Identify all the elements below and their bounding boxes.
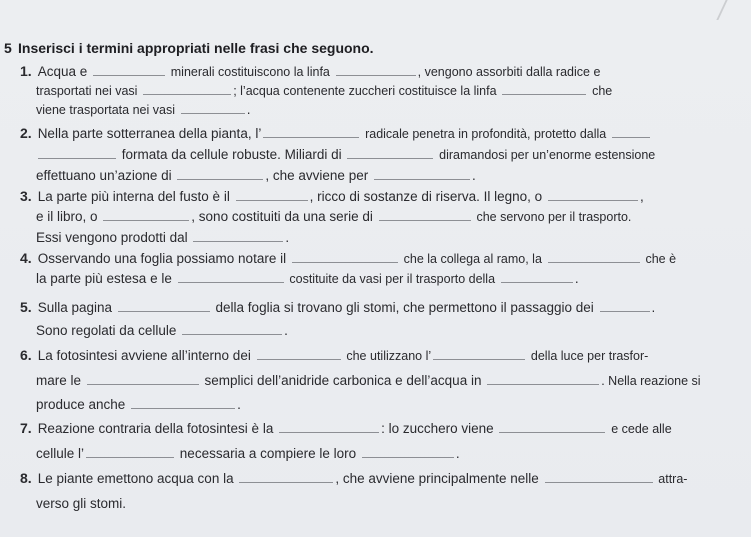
blank-field[interactable] bbox=[257, 347, 341, 360]
q4-line-2 bbox=[36, 270, 579, 287]
blank-field[interactable] bbox=[502, 82, 586, 95]
q2-text: , che avviene per bbox=[265, 168, 369, 183]
blank-field[interactable] bbox=[181, 101, 245, 114]
q8-text: Le piante emettono acqua con la bbox=[37, 471, 234, 486]
q6-line-2 bbox=[36, 372, 701, 389]
q6-text: . Nella reazione si bbox=[601, 374, 701, 388]
blank-field[interactable] bbox=[548, 250, 640, 263]
blank-field[interactable] bbox=[182, 322, 282, 335]
q5-text: . bbox=[284, 323, 288, 338]
q6-line-3 bbox=[36, 396, 241, 413]
q5-text: della foglia si trovano gli stomi, che permettono il passaggio dei bbox=[215, 300, 594, 315]
page-corner-mark bbox=[716, 0, 751, 20]
blank-field[interactable] bbox=[236, 188, 308, 201]
q5-text: . bbox=[651, 300, 656, 315]
q8-text: verso gli stomi. bbox=[36, 496, 127, 511]
blank-field[interactable] bbox=[87, 372, 199, 385]
q2-number: 2. bbox=[20, 125, 32, 141]
blank-field[interactable] bbox=[86, 445, 174, 458]
q8-number: 8. bbox=[20, 470, 32, 486]
q5-number: 5. bbox=[20, 299, 32, 315]
q3-text: e il libro, o bbox=[36, 209, 98, 224]
exercise-number: 5 bbox=[4, 40, 12, 56]
blank-field[interactable] bbox=[178, 270, 284, 283]
blank-field[interactable] bbox=[118, 299, 210, 312]
q6-text: semplici dell’anidride carbonica e dell’acqua in bbox=[204, 373, 482, 388]
q2-text: Nella parte sotterranea della pianta, l’ bbox=[37, 126, 262, 141]
q1-text: , vengono assorbiti dalla radice e bbox=[417, 65, 601, 79]
q7-text: cellule l’ bbox=[36, 446, 85, 461]
q8-text: attra- bbox=[658, 472, 688, 486]
q8-line-2 bbox=[36, 496, 126, 512]
q6-text: produce anche bbox=[36, 397, 126, 412]
blank-field[interactable] bbox=[336, 63, 416, 76]
q3-text: La parte più interna del fusto è il bbox=[37, 189, 230, 204]
q1-line-2 bbox=[36, 82, 612, 99]
q6-text: . bbox=[237, 397, 241, 412]
exercise-heading bbox=[4, 40, 374, 56]
blank-field[interactable] bbox=[131, 396, 235, 409]
q2-line-3 bbox=[36, 167, 476, 184]
exercise-instruction: Inserisci i termini appropriati nelle frasi che seguono. bbox=[18, 40, 374, 56]
blank-field[interactable] bbox=[600, 299, 650, 312]
q6-number: 6. bbox=[20, 347, 32, 363]
q3-text: Essi vengono prodotti dal bbox=[36, 230, 188, 245]
q6-text: La fotosintesi avviene all’interno dei bbox=[37, 348, 251, 363]
blank-field[interactable] bbox=[362, 445, 454, 458]
q7-text: Reazione contraria della fotosintesi è la bbox=[37, 421, 274, 436]
q1-line-1 bbox=[20, 63, 600, 80]
q1-text: ; l’acqua contenente zuccheri costituisce la linfa bbox=[233, 84, 497, 98]
q2-text: radicale penetra in profondità, protetto dalla bbox=[365, 127, 607, 141]
q7-line-1 bbox=[20, 420, 672, 437]
q3-text: che servono per il trasporto. bbox=[476, 210, 632, 224]
blank-field[interactable] bbox=[177, 167, 263, 180]
q6-text: della luce per trasfor- bbox=[530, 349, 649, 363]
q2-text: diramandosi per un’enorme estensione bbox=[439, 148, 656, 162]
q3-text: , sono costituiti da una serie di bbox=[191, 209, 373, 224]
q4-text: la parte più estesa e le bbox=[36, 271, 172, 286]
blank-field[interactable] bbox=[143, 82, 231, 95]
q3-text: , ricco di sostanze di riserva. Il legno, o bbox=[309, 189, 543, 204]
blank-field[interactable] bbox=[548, 188, 638, 201]
q6-text: che utilizzano l’ bbox=[346, 349, 432, 363]
blank-field[interactable] bbox=[193, 229, 283, 242]
q2-line-1 bbox=[20, 125, 652, 142]
q3-line-3 bbox=[36, 229, 289, 246]
blank-field[interactable] bbox=[239, 470, 333, 483]
q6-line-1 bbox=[20, 347, 648, 364]
q7-number: 7. bbox=[20, 420, 32, 436]
q3-text: . bbox=[285, 230, 290, 245]
q4-line-1 bbox=[20, 250, 676, 267]
q2-text: effettuano un’azione di bbox=[36, 168, 172, 183]
q1-line-3 bbox=[36, 101, 251, 118]
blank-field[interactable] bbox=[433, 347, 525, 360]
q4-text: . bbox=[574, 271, 579, 286]
blank-field[interactable] bbox=[379, 208, 471, 221]
q8-line-1 bbox=[20, 470, 687, 487]
q5-text: Sulla pagina bbox=[37, 300, 112, 315]
blank-field[interactable] bbox=[38, 146, 116, 159]
blank-field[interactable] bbox=[612, 125, 650, 138]
q4-number: 4. bbox=[20, 250, 32, 266]
q7-text: . bbox=[455, 446, 460, 461]
q1-number: 1. bbox=[20, 63, 32, 79]
blank-field[interactable] bbox=[501, 270, 573, 283]
q5-line-1 bbox=[20, 299, 655, 316]
q8-text: , che avviene principalmente nelle bbox=[335, 471, 539, 486]
q7-line-2 bbox=[36, 445, 460, 462]
q1-text: viene trasportata nei vasi bbox=[36, 103, 175, 117]
blank-field[interactable] bbox=[292, 250, 398, 263]
q3-number: 3. bbox=[20, 188, 32, 204]
q2-text: . bbox=[471, 168, 476, 183]
blank-field[interactable] bbox=[487, 372, 599, 385]
q1-text: minerali costituiscono la linfa bbox=[170, 65, 330, 79]
blank-field[interactable] bbox=[93, 63, 165, 76]
q1-text: Acqua e bbox=[37, 64, 88, 79]
q1-text: che bbox=[592, 84, 613, 98]
q4-text: che è bbox=[645, 252, 677, 266]
blank-field[interactable] bbox=[263, 125, 359, 138]
q7-text: : lo zucchero viene bbox=[381, 421, 494, 436]
q6-text: mare le bbox=[36, 373, 82, 388]
q5-text: Sono regolati da cellule bbox=[36, 323, 177, 338]
blank-field[interactable] bbox=[347, 146, 433, 159]
q7-text: e cede alle bbox=[611, 422, 672, 436]
q1-text: . bbox=[246, 102, 251, 117]
q3-line-2 bbox=[36, 208, 631, 225]
q2-line-2 bbox=[36, 146, 655, 163]
q3-line-1 bbox=[20, 188, 644, 205]
blank-field[interactable] bbox=[279, 420, 379, 433]
q4-text: costituite da vasi per il trasporto della bbox=[289, 272, 496, 286]
q4-text: che la collega al ramo, la bbox=[403, 252, 542, 266]
q7-text: necessaria a compiere le loro bbox=[179, 446, 357, 461]
q2-text: formata da cellule robuste. Miliardi di bbox=[121, 147, 342, 162]
q3-text: , bbox=[639, 189, 644, 204]
blank-field[interactable] bbox=[374, 167, 470, 180]
q5-line-2 bbox=[36, 322, 288, 339]
blank-field[interactable] bbox=[545, 470, 653, 483]
q1-text: trasportati nei vasi bbox=[36, 84, 138, 98]
blank-field[interactable] bbox=[499, 420, 605, 433]
blank-field[interactable] bbox=[103, 208, 189, 221]
q4-text: Osservando una foglia possiamo notare il bbox=[37, 251, 287, 266]
